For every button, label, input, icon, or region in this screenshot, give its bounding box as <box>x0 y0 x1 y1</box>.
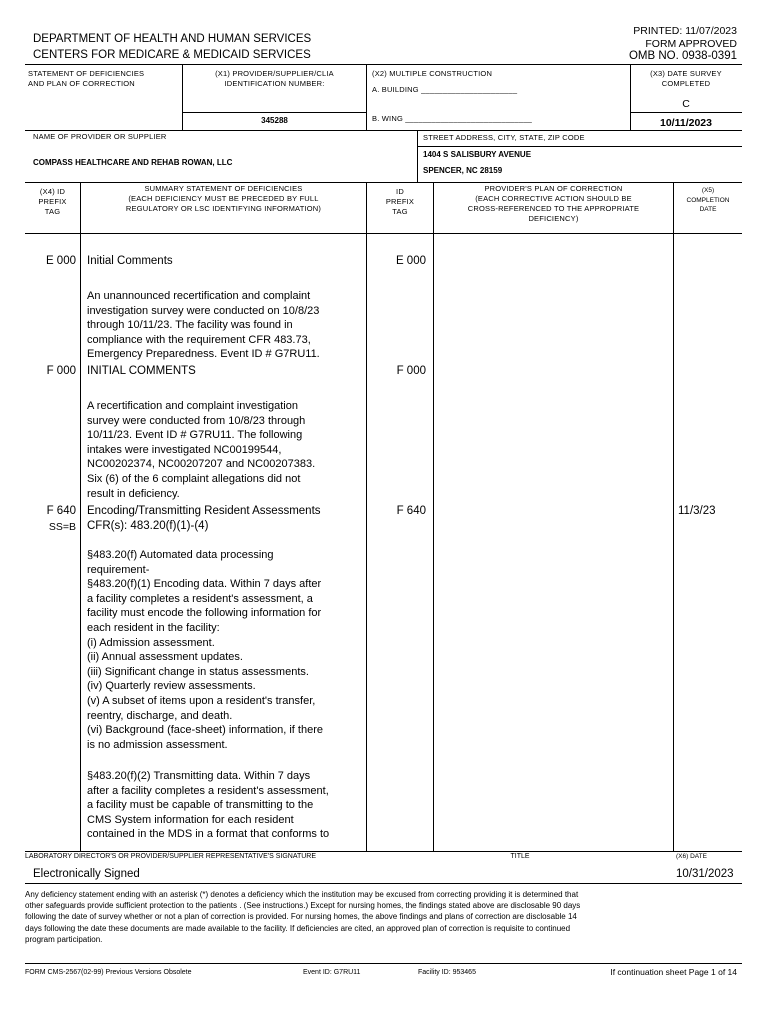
address-street: 1404 S SALISBURY AVENUE <box>423 150 532 159</box>
survey-completed-date: 10/11/2023 <box>660 117 712 129</box>
facility-id: Facility ID: 953465 <box>418 969 476 976</box>
f640-body-2: §483.20(f)(2) Transmitting data. Within 7 days after a facility completes a resident's assessment, a facility must be capable of transmitting to the CMS System information for each resident contained in the MDS in a format that conforms to <box>87 770 330 841</box>
x1-label: (X1) PROVIDER/SUPPLIER/CLIA IDENTIFICATION NUMBER: <box>215 69 334 88</box>
survey-code: C <box>682 98 690 110</box>
department-title: DEPARTMENT OF HEALTH AND HUMAN SERVICES <box>33 33 312 45</box>
f640-cfr: CFR(s): 483.20(f)(1)-(4) <box>87 520 209 532</box>
summary-header: SUMMARY STATEMENT OF DEFICIENCIES (EACH DEFICIENCY MUST BE PRECEDED BY FULL REGULATORY OR LSC IDENTIFYING INFORMATION) <box>125 184 322 213</box>
id-header: ID PREFIX TAG <box>385 187 415 216</box>
f640-tag: F 640 <box>46 505 76 517</box>
agency-title: CENTERS FOR MEDICARE & MEDICAID SERVICES <box>33 49 311 61</box>
wing-label: B. WING _____________________________ <box>372 114 533 123</box>
x2-label: (X2) MULTIPLE CONSTRUCTION <box>372 69 493 78</box>
page-number: If continuation sheet Page 1 of 14 <box>610 967 737 977</box>
signature-date: 10/31/2023 <box>676 868 734 880</box>
event-id: Event ID: G7RU11 <box>303 969 361 976</box>
f640-id-tag: F 640 <box>396 505 426 517</box>
signature-label: LABORATORY DIRECTOR'S OR PROVIDER/SUPPLIER REPRESENTATIVE'S SIGNATURE <box>25 853 317 860</box>
f640-scope: SS=B <box>48 521 76 533</box>
disclaimer-text: Any deficiency statement ending with an asterisk (*) denotes a deficiency which the institution may be excused from correcting providing it is determined that other safeguards provide sufficient protection to the patients . (See instructions.) Except for nursing homes, the findings stated above are disclosable 90 days following the date of survey whether or not a plan of correction is provided. For nursing homes, the above findings and plans of correction are disclosable 14 days following the date these documents are made available to the facility. If deficiencies are cited, an approved plan of correction is requisite to continued program participation. <box>25 890 581 944</box>
f640-body-1: §483.20(f) Automated data processing requirement- §483.20(f)(1) Encoding data. Within 7 days after a facility completes a resident's assessment, a facility must encode the following information for each resident in the facility: (i) Admission assessment. (ii) Annual assessment updates. (iii) Significant change in status assessments. (iv) Quarterly review assessments. (v) A subset of items upon a resident's transfer, reentry, discharge, and death. (vi) Background (face-sheet) information, if there is no admission assessment. <box>87 549 323 751</box>
x5-header: (X5) COMPLETION DATE <box>686 187 730 213</box>
f000-id-tag: F 000 <box>396 365 426 377</box>
plan-header: PROVIDER'S PLAN OF CORRECTION (EACH CORRECTIVE ACTION SHOULD BE CROSS-REFERENCED TO THE APPROPRIATE DEFICIENCY) <box>467 184 640 223</box>
f640-completion-date: 11/3/23 <box>678 505 716 517</box>
provider-name: COMPASS HEALTHCARE AND REHAB ROWAN, LLC <box>33 158 233 167</box>
e000-id-tag: E 000 <box>395 255 426 267</box>
form-number: FORM CMS-2567(02-99) Previous Versions Obsolete <box>25 969 192 976</box>
statement-label: STATEMENT OF DEFICIENCIES AND PLAN OF CORRECTION <box>28 69 145 88</box>
f000-body: A recertification and complaint investigation survey were conducted from 10/8/23 through 10/11/23. Event ID # G7RU11. The following intakes were investigated NC00199544, NC00202374, NC00207207 and NC00207383. Six (6) of the 6 complaint allegations did not result in deficiency. <box>87 400 316 500</box>
address-city: SPENCER, NC 28159 <box>423 166 503 175</box>
omb-number: OMB NO. 0938-0391 <box>628 50 737 62</box>
title-label: TITLE <box>510 853 530 860</box>
f000-tag: F 000 <box>46 365 76 377</box>
f640-title: Encoding/Transmitting Resident Assessments <box>87 505 321 517</box>
x4-header: (X4) ID PREFIX TAG <box>38 187 67 216</box>
signature-value: Electronically Signed <box>33 868 140 880</box>
printed-date: PRINTED: 11/07/2023 <box>633 25 737 37</box>
x3-label: (X3) DATE SURVEY COMPLETED <box>650 69 722 88</box>
f000-title: INITIAL COMMENTS <box>87 365 196 377</box>
building-label: A. BUILDING ______________________ <box>372 85 518 94</box>
form-approved: FORM APPROVED <box>645 38 737 50</box>
provider-id-number: 345288 <box>261 116 288 125</box>
e000-body: An unannounced recertification and complaint investigation survey were conducted on 10/8/23 through 10/11/23. The facility was found in compliance with the requirement CFR 483.73, Emergency Preparedness. Event ID # G7RU11. <box>87 290 320 361</box>
address-label: STREET ADDRESS, CITY, STATE, ZIP CODE <box>423 133 585 142</box>
provider-name-label: NAME OF PROVIDER OR SUPPLIER <box>33 132 167 141</box>
e000-title: Initial Comments <box>87 255 173 267</box>
date-label: (X6) DATE <box>676 853 707 860</box>
e000-tag: E 000 <box>45 255 76 267</box>
